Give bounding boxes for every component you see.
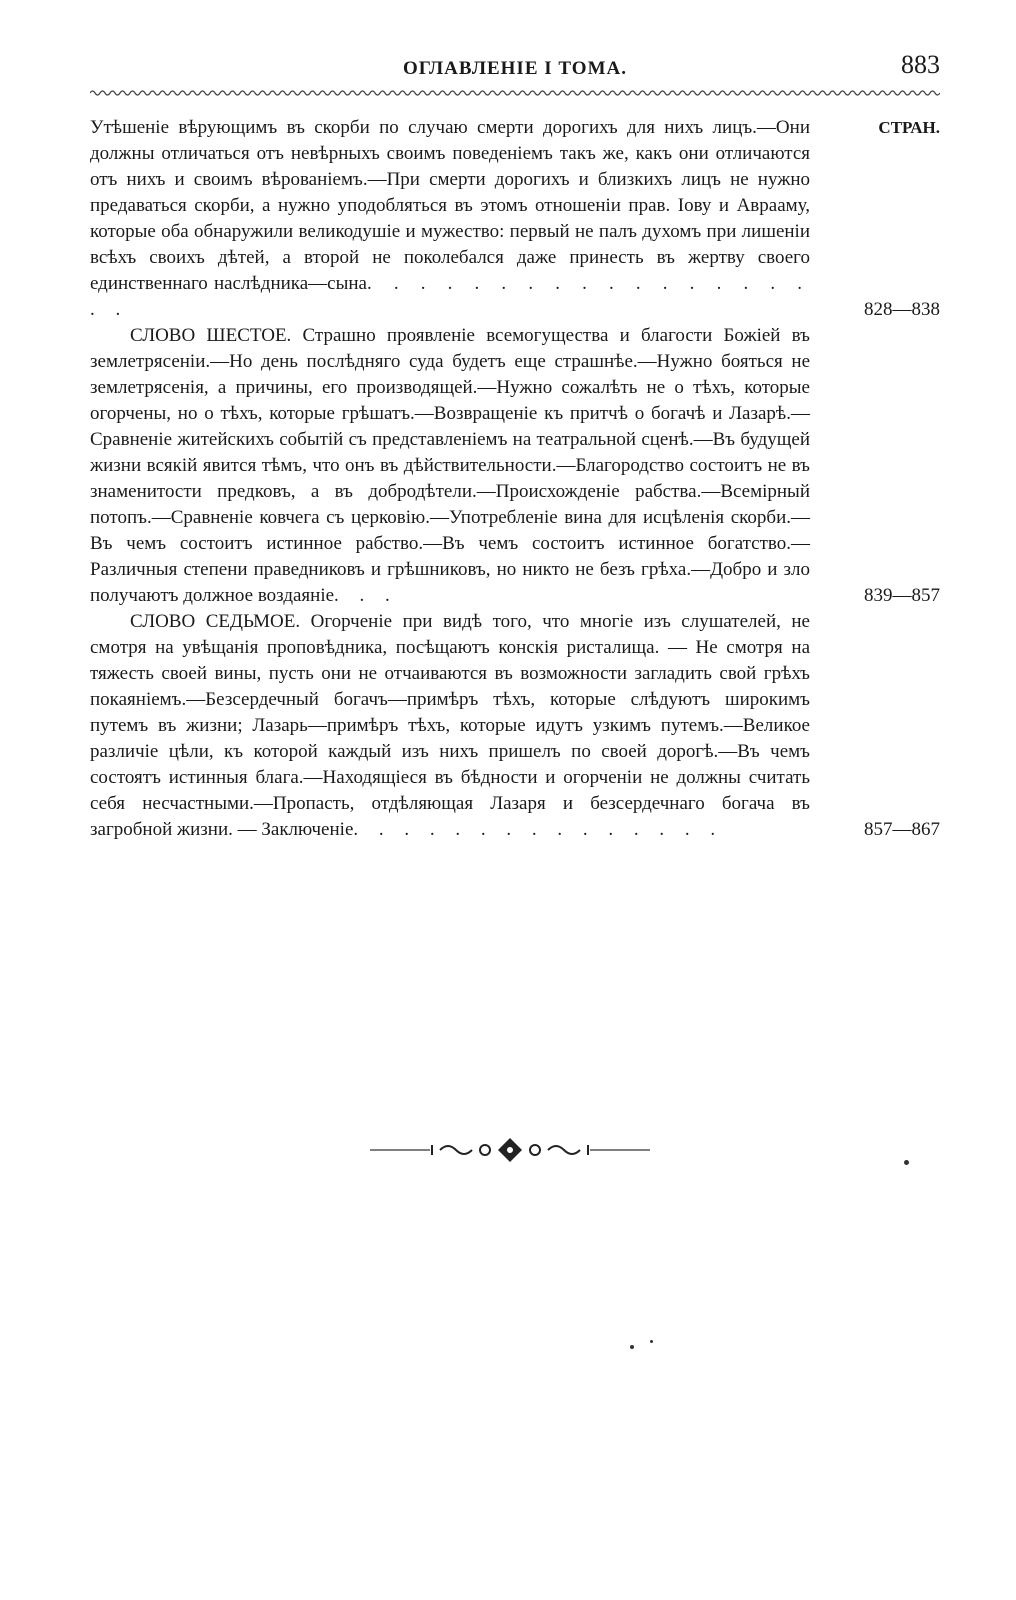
dot-leader: . . . . . . . . . . . . . . . <box>353 819 724 840</box>
print-speck <box>904 1160 909 1165</box>
header-wavy-rule <box>90 88 940 98</box>
toc-entry-pages: 828—838 <box>864 299 940 320</box>
toc-entry-pages: 857—867 <box>864 819 940 840</box>
print-speck <box>650 1340 653 1343</box>
print-speck <box>630 1345 634 1349</box>
toc-entry-pages: 839—857 <box>864 585 940 606</box>
pages-column-header: СТРАН. <box>878 118 940 137</box>
dot-leader: . . . <box>334 585 398 606</box>
toc-entry-2 <box>90 323 940 609</box>
running-header <box>90 50 940 90</box>
toc-entry-text: СЛОВО ШЕСТОЕ. Страшно проявленіе всемогущества и благости Божіей въ землетрясеніи.—Но день послѣдняго суда будетъ еще страшнѣе.—Нужно бояться не землетрясенія, а причины, его производящей.—Нужно сожалѣть не о тѣхъ, которые огорчены, но о тѣхъ, которые грѣшатъ.—Возвращеніе къ притчѣ о богачѣ и Лазарѣ.—Сравненіе житейскихъ событій съ представленіемъ на театральной сценѣ.—Въ будущей жизни всякій явится тѣмъ, что онъ въ дѣйствительности.—Благородство состоитъ не въ знаменитости предковъ, а въ добродѣтели.—Происхожденіе рабства.—Всемірный потопъ.—Сравненіе ковчега съ церковію.—Употребленіе вина для исцѣленія скорби.—Въ чемъ состоитъ истинное рабство.—Въ чемъ состоитъ истинное богатство.—Различныя степени праведниковъ и грѣшниковъ, но никто не безъ грѣха.—Добро и зло получаютъ должное воздаяніе. . . <box>90 325 810 606</box>
page-number: 883 <box>901 50 940 79</box>
end-ornament <box>370 1135 650 1165</box>
dot-leader: . . . . . . . . . . . . . . . . . . . <box>90 273 810 320</box>
page-title: ОГЛАВЛЕНІЕ I ТОМА. <box>402 58 627 79</box>
toc-entry-text: СЛОВО СЕДЬМОЕ. Огорченіе при видѣ того, что многіе изъ слушателей, не смотря на увѣщанія проповѣдника, посѣщаютъ конскія ристалища. — Не смотря на тяжесть своей вины, пусть они не отчаиваются въ возможности загладить свой грѣхъ покаяніемъ.—Безсердечный богачъ—примѣръ тѣхъ, которые слѣдуютъ широкимъ путемъ въ жизни; Лазарь—примѣръ тѣхъ, которые идутъ узкимъ путемъ.—Великое различіе цѣли, къ которой каждый изъ нихъ пришелъ по своей дорогѣ.—Въ чемъ состоятъ истинныя блага.—Находящіеся въ бѣдности и огорченіи не должны считать себя несчастными.—Пропасть, отдѣляющая Лазаря и безсердечнаго богача въ загробной жизни. — Заключеніе. . . . . . . . . . . . . . . <box>90 611 810 840</box>
toc-entry-1 <box>90 115 940 323</box>
table-of-contents <box>90 115 940 843</box>
toc-entry-3 <box>90 609 940 843</box>
toc-entry-text: Утѣшеніе вѣрующимъ въ скорби по случаю смерти дорогихъ для нихъ лицъ.—Они должны отличаться отъ невѣрныхъ своимъ поведеніемъ такъ же, какъ они отличаются отъ нихъ и своимъ вѣрованіемъ.—При смерти дорогихъ и близкихъ лицъ не нужно предаваться скорби, а нужно уподобляться въ этомъ отношеніи прав. Іову и Аврааму, которые оба обнаружили великодушіе и мужество: первый не палъ духомъ при лишеніи всѣхъ своихъ дѣтей, а второй не поколебался даже принесть въ жертву своего единственнаго наслѣдника—сына. . . . . . . . . . . . . . . . . . . <box>90 117 810 320</box>
